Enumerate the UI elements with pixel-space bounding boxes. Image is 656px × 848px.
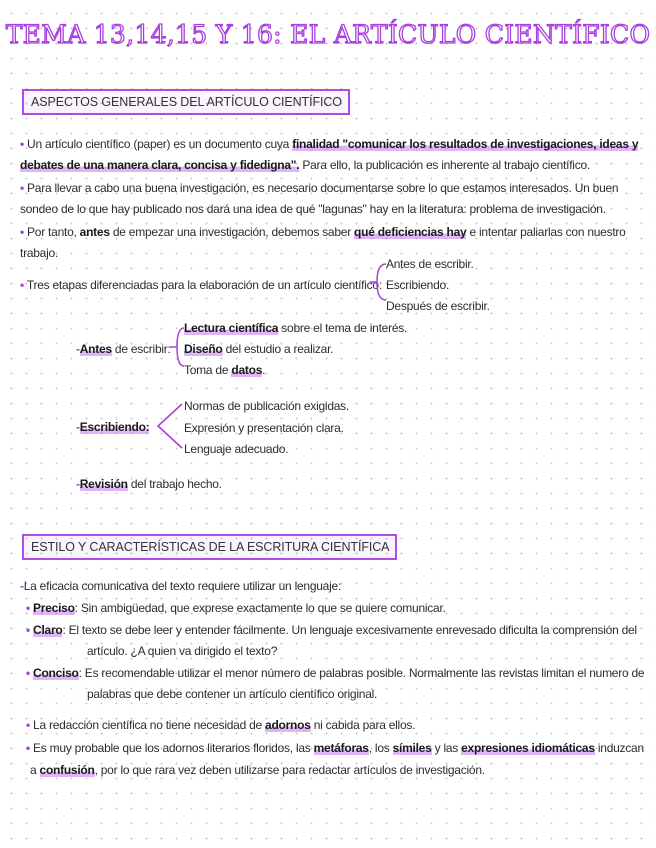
paragraph-metaforas-line2: a confusión, por lo que rara vez deben utilizarse para redactar artículos de investigación. — [30, 763, 485, 777]
escribiendo-item: Lenguaje adecuado. — [184, 442, 289, 456]
section-heading-estilo: ESTILO Y CARACTERÍSTICAS DE LA ESCRITURA CIENTÍFICA — [22, 534, 397, 560]
style-claro-line1: • Claro: El texto se debe leer y entender fácilmente. Un lenguaje excesivamente enrevesado dificulta la comprensión del — [26, 623, 637, 637]
paragraph-definition-line2: debates de una manera clara, concisa y fidedigna". Para ello, la publicación es inherente al trabajo científico. — [20, 158, 590, 172]
paragraph-metaforas-line1: • Es muy probable que los adornos literarios floridos, las metáforas, los símiles y las expresiones idiomáticas induzcan — [26, 741, 644, 755]
stage-item: Después de escribir. — [386, 299, 490, 313]
escribiendo-item: Expresión y presentación clara. — [184, 421, 344, 435]
stage-item: Antes de escribir. — [386, 257, 474, 271]
style-intro: -La eficacia comunicativa del texto requiere utilizar un lenguaje: — [20, 579, 342, 593]
escribiendo-item: Normas de publicación exigidas. — [184, 399, 350, 413]
paragraph-research-line2: sondeo de lo que hay publicado nos dará una idea de qué "lagunas" hay en la literatura: problema de investigación. — [20, 202, 606, 216]
brace-path — [370, 264, 386, 300]
antes-label: -Antes de escribir: — [76, 342, 171, 356]
page-title: TEMA 13,14,15 Y 16: EL ARTÍCULO CIENTÍFICO — [5, 20, 651, 49]
antes-item-lectura: Lectura científica sobre el tema de interés. — [184, 321, 408, 335]
paragraph-before-line2: trabajo. — [20, 246, 59, 260]
style-conciso-line2: palabras que debe contener un artículo científico original. — [87, 687, 378, 701]
escribiendo-brace — [156, 398, 184, 454]
revision-label: -Revisión del trabajo hecho. — [76, 477, 222, 491]
bullet: • — [20, 137, 24, 151]
stage-item: Escribiendo. — [386, 278, 450, 292]
paragraph-definition-line1: • Un artículo científico (paper) es un documento cuya finalidad "comunicar los resultados de investigaciones, ideas y — [20, 137, 639, 151]
paragraph-stages: • Tres etapas diferenciadas para la elaboración de un artículo científico: — [20, 278, 382, 292]
antes-item-datos: Toma de datos. — [184, 363, 266, 377]
brace-path — [170, 328, 184, 366]
bullet: • — [20, 278, 24, 292]
section-heading-aspectos: ASPECTOS GENERALES DEL ARTÍCULO CIENTÍFICO — [22, 89, 350, 115]
style-claro-line2: artículo. ¿A quien va dirigido el texto? — [87, 644, 278, 658]
antes-item-diseno: Diseño del estudio a realizar. — [184, 342, 334, 356]
style-preciso: • Preciso: Sin ambigüedad, que exprese exactamente lo que se quiere comunicar. — [26, 601, 446, 615]
style-conciso-line1: • Conciso: Es recomendable utilizar el menor número de palabras posible. Normalmente las revistas limitan el numero de — [26, 666, 645, 680]
brace-path — [158, 404, 182, 448]
bullet: • — [20, 225, 24, 239]
paragraph-research-line1: • Para llevar a cabo una buena investigación, es necesario documentarse sobre lo que estamos interesados. Un buen — [20, 181, 619, 195]
bullet: • — [20, 181, 24, 195]
escribiendo-label: -Escribiendo: — [76, 420, 150, 434]
paragraph-before-line1: • Por tanto, antes de empezar una investigación, debemos saber qué deficiencias hay e intentar paliarlas con nuestro — [20, 225, 626, 239]
paragraph-adornos: • La redacción científica no tiene necesidad de adornos ni cabida para ellos. — [26, 718, 416, 732]
definition-highlight: finalidad "comunicar los resultados de investigaciones, ideas y — [292, 137, 639, 151]
